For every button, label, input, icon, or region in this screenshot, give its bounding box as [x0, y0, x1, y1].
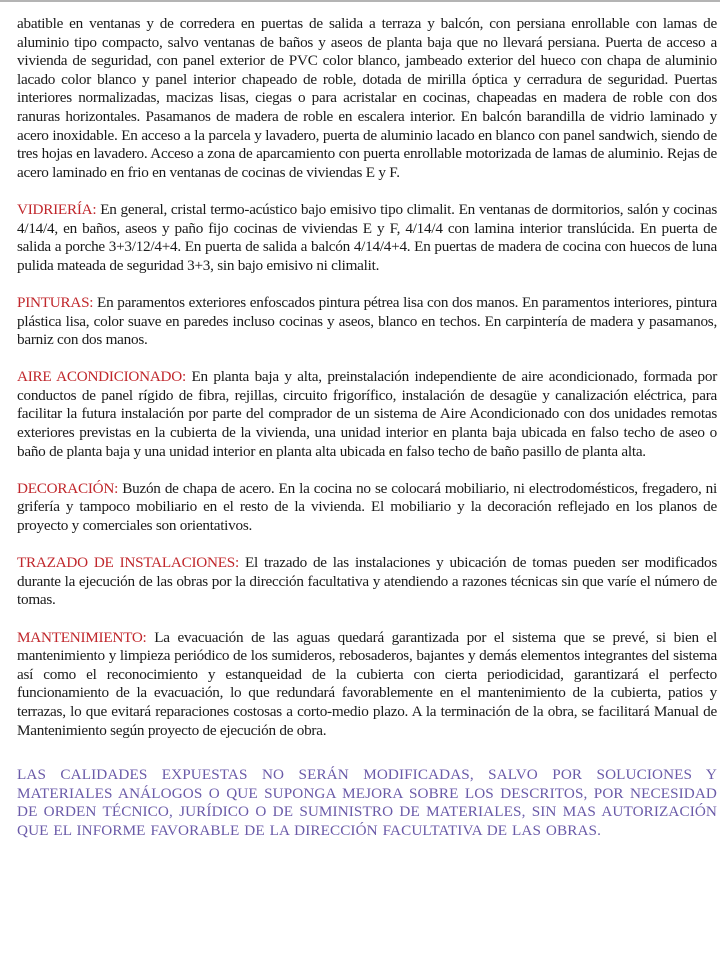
section-text: En paramentos exteriores enfoscados pintura pétrea lisa con dos manos. En paramentos interiores, pintura plástica lisa, color suave en paredes incluso cocinas y aseos, blanco en techos. En carpintería de madera y pasamanos, barniz con dos manos.	[17, 293, 717, 349]
section-heading: VIDRIERÍA:	[17, 200, 97, 218]
section-text: La evacuación de las aguas quedará garantizada por el sistema que se prevé, si bien el mantenimiento y limpieza periódico de los sumideros, rebosaderos, bajantes y demás elementos integrantes del sistema así como el reconocimiento y estanqueidad de la cubierta con cierta periodicidad, garantizará el perfecto funcionamiento de la evacuación, lo que redundará favorablemente en el mantenimiento de la cubierta, patios y terrazas, lo que evitará reparaciones costosas a corto-medio plazo. A la terminación de la obra, se facilitará Manual de Mantenimiento según proyecto de ejecución de obra.	[17, 628, 717, 739]
section-mantenimiento	[17, 629, 717, 741]
intro-paragraph: abatible en ventanas y de corredera en puertas de salida a terraza y balcón, con persiana enrollable con lamas de aluminio tipo compacto, salvo ventanas de baños y aseos de planta baja que no llevará persiana. Puerta de acceso a vivienda de seguridad, con panel exterior de PVC color blanco, jambeado exterior del hueco con chapa de aluminio lacado color blanco y panel interior chapeado de roble, dotada de mirilla óptica y cerradura de seguridad. Puertas interiores normalizadas, macizas lisas, ciegas o para acristalar en cocinas, chapeadas en madera de roble con dos ranuras horizontales. Pasamanos de madera de roble en escalera interior. En balcón barandilla de vidrio laminado y acero inoxidable. En acceso a la parcela y lavadero, puerta de aluminio lacado en blanco con panel sandwich, siendo de tres hojas en lavadero. Acceso a zona de aparcamiento con puerta enrollable motorizada de lamas de aluminio. Rejas de acero laminado en frio en ventanas de cocinas de viviendas E y F.	[17, 15, 717, 181]
document-body	[17, 15, 717, 859]
section-text: Buzón de chapa de acero. En la cocina no se colocará mobiliario, ni electrodomésticos, fregadero, ni grifería y tampoco mobiliario en el resto de la vivienda. El mobiliario y la decoración reflejado en los planos de proyecto y comerciales son orientativos.	[17, 479, 717, 535]
section-text: En planta baja y alta, preinstalación independiente de aire acondicionado, formada por conductos de panel rígido de fibra, rejillas, circuito frigorífico, instalación de desagüe y canalización eléctrica, para facilitar la futura instalación por parte del comprador de un sistema de Aire Acondicionado con dos unidades remotas exteriores previstas en la cubierta de la vivienda, una unidad interior en planta baja ubicada en falso techo de aseo o baño de planta baja y una unidad interior en planta alta ubicada en falso techo de baño pasillo de planta alta.	[17, 368, 717, 460]
section-trazado-instalaciones	[17, 554, 717, 610]
section-heading: DECORACIÓN:	[17, 479, 119, 497]
section-heading: AIRE ACONDICIONADO:	[17, 368, 186, 386]
section-decoracion	[17, 480, 717, 536]
disclaimer-notice: LAS CALIDADES EXPUESTAS NO SERÁN MODIFICADAS, SALVO POR SOLUCIONES Y MATERIALES ANÁLOGOS O QUE SUPONGA MEJORA SOBRE LOS DESCRITOS, POR NECESIDAD DE ORDEN TÉCNICO, JURÍDICO O DE SUMINISTRO DE MATERIALES, SIN MAS AUTORIZACIÓN QUE EL INFORME FAVORABLE DE LA DIRECCIÓN FACULTATIVA DE LAS OBRAS.	[17, 766, 717, 839]
section-text: El trazado de las instalaciones y ubicación de tomas pueden ser modificados durante la ejecución de las obras por la dirección facultativa y atendiendo a razones técnicas sin que varíe el número de tomas.	[17, 554, 717, 609]
section-vidrieria	[17, 201, 717, 275]
section-heading: PINTURAS:	[17, 293, 94, 311]
top-border	[0, 0, 720, 2]
section-pinturas	[17, 294, 717, 350]
section-aire-acondicionado	[17, 368, 717, 461]
section-text: En general, cristal termo-acústico bajo emisivo tipo climalit. En ventanas de dormitorios, salón y cocinas 4/14/4, en baños, aseos y paño fijo cocinas de viviendas E y F, 4/14/4 con lamina interior translúcida. En puerta de salida a porche 3+3/12/4+4. En puerta de salida a balcón 4/14/4+4. En puertas de madera de cocina con huecos de luna pulida mateada de seguridad 3+3, sin bajo emisivo ni climalit.	[17, 200, 717, 274]
section-heading: TRAZADO DE INSTALACIONES:	[17, 554, 239, 572]
section-heading: MANTENIMIENTO:	[17, 628, 147, 646]
